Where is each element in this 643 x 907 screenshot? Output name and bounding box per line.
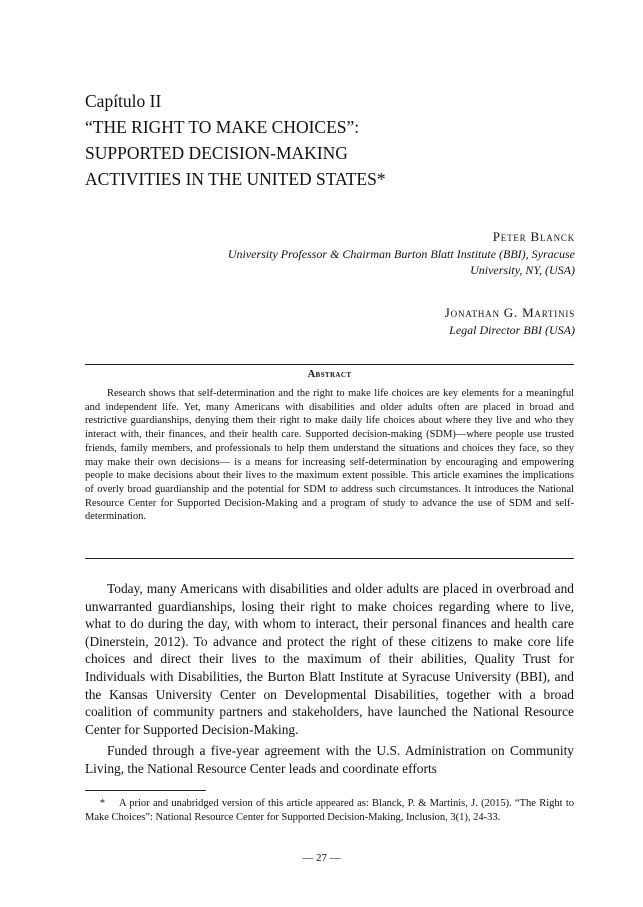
author-name: Peter Blanck bbox=[492, 229, 575, 244]
footnote-text: A prior and unabridged version of this article appeared as: Blanck, P. & Martinis, J. (2015). “The Right to Make Choices”: National Resource Center for Supported Decision-Making, Inclusion, 3(1), 24-33. bbox=[85, 798, 574, 823]
author-affiliation: University Professor & Chairman Burton Blatt Institute (BBI), Syracuse bbox=[227, 247, 575, 261]
abstract-heading: Abstract bbox=[307, 369, 352, 380]
title-line-2: SUPPORTED DECISION-MAKING bbox=[85, 143, 348, 163]
title-line-3: ACTIVITIES IN THE UNITED STATES* bbox=[85, 169, 386, 189]
footnote-rule bbox=[85, 790, 206, 791]
chapter-title bbox=[85, 88, 525, 192]
author-block bbox=[145, 228, 575, 338]
abstract-text: Research shows that self-determination and the right to make life choices are key elements for a meaningful and independent life. Yet, many Americans with disabilities and older adults often are placed in broad and restrictive guardianships, denying them their right to make daily life choices about where they live and who they interact with, their finances, and their health care. Supported decision-making (SDM)—where people use trusted friends, family members, and professionals to help them understand the situations and choices they face, so they may make their own decisions— is a means for increasing self-determination by encouraging and empowering people to make decisions about their lives to the maximum extent possible. This article examines the implications of overly broad guardianship and the potential for SDM to address such circumstances. It introduces the National Resource Center for Supported Decision-Making and a program of study to advance the use of SDM and self-determination. bbox=[85, 388, 574, 523]
author-name: Jonathan G. Martinis bbox=[444, 305, 575, 320]
abstract-top-rule bbox=[85, 364, 574, 365]
title-line-1: “THE RIGHT TO MAKE CHOICES”: bbox=[85, 117, 360, 137]
author-1 bbox=[145, 228, 575, 278]
paragraph: Today, many Americans with disabilities and older adults are placed in overbroad and unwarranted guardianships, losing their right to make choices regarding where to live, what to do during the day, with whom to interact, their personal finances and health care (Dinerstein, 2012). To advance and protect the right of these citizens to make core life choices and direct their lives to the maximum of their abilities, Quality Trust for Individuals with Disabilities, the Burton Blatt Institute at Syracuse University (BBI), and the Kansas University Center on Developmental Disabilities, together with a broad coalition of community partners and stakeholders, have launched the National Resource Center for Supported Decision-Making. bbox=[85, 581, 574, 737]
chapter-number: Capítulo II bbox=[85, 91, 162, 111]
main-text bbox=[85, 580, 574, 778]
author-affiliation-cont: University, NY, (USA) bbox=[470, 263, 575, 277]
abstract-bottom-rule bbox=[85, 558, 574, 559]
footnote bbox=[85, 797, 574, 824]
paragraph: Funded through a five-year agreement with the U.S. Administration on Community Living, the National Resource Center leads and coordinate efforts bbox=[85, 743, 574, 776]
author-affiliation: Legal Director BBI (USA) bbox=[449, 323, 575, 337]
page-number: — 27 — bbox=[302, 852, 341, 864]
author-2 bbox=[145, 304, 575, 338]
footnote-mark: * bbox=[99, 798, 105, 809]
